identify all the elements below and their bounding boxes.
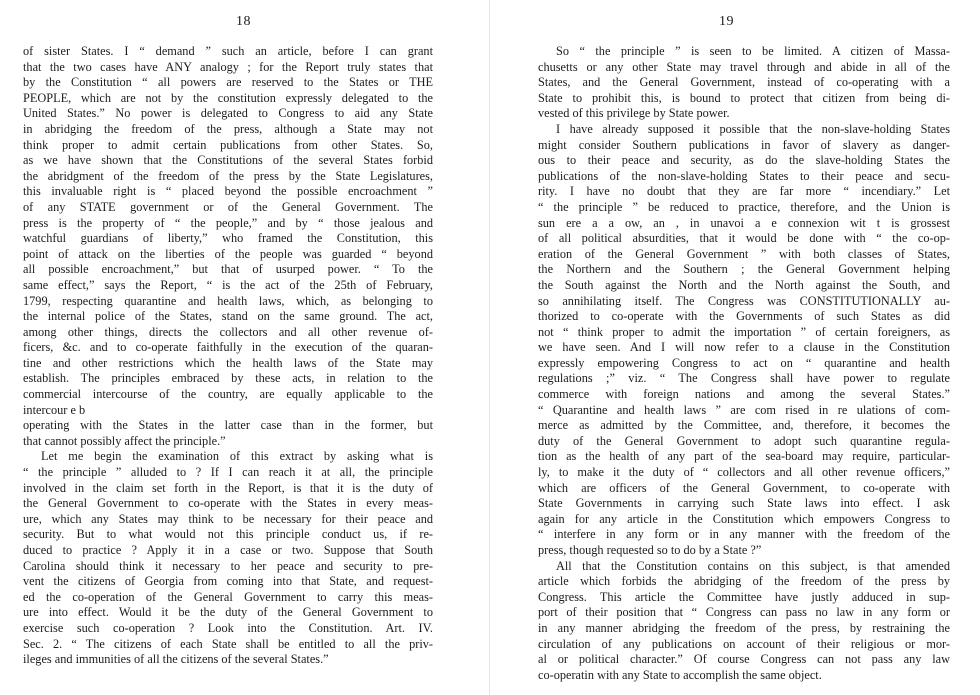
text-line: establish. The principles embraced by these acts, in relation to the <box>23 371 433 386</box>
text-line: the internal police of the States, stand on the same ground. The act, <box>23 309 433 324</box>
text-line: all possible encroachment,” but that of usurped power. “ To the <box>23 262 433 277</box>
text-line: security. But to what would not this principle conduct us, if re- <box>23 527 433 542</box>
text-line: that cannot possibly affect the principle.” <box>23 433 226 448</box>
text-line: United States.” No power is delegated to Congress to aid any State <box>23 106 433 121</box>
text-line: rity. I have no doubt that they are far more “ incendiary.” Let <box>538 184 950 199</box>
text-line: as we have shown that the Constitutions of the several States forbid <box>23 153 433 168</box>
text-line: commerce with foreign nations and among the several States.” <box>538 387 950 402</box>
text-line: al or political character.” Of course Congress can not pass any law <box>538 652 950 667</box>
text-line: which are officers of the General Government, to co-operate with <box>538 480 950 495</box>
text-line: eration of the General Government ” with both classes of States, <box>538 246 950 261</box>
text-line: so annihilating itself. The Congress was CONSTITUTIONALLY au- <box>538 293 950 308</box>
text-line: the South against the North and the North against the South, and <box>538 277 950 292</box>
text-line: State to prohibit this, is bound to protect that citizen from being di- <box>538 90 950 105</box>
text-line: thorized to co-operate with the Governments of such States as did <box>538 309 950 324</box>
text-line: Congress. This article the Committee have justly adduced in sup- <box>538 589 950 604</box>
text-line: regulations ;” viz. “ The Congress shall have power to regulate <box>538 371 950 386</box>
text-line: I have already supposed it possible that the non-slave-holding States <box>556 121 950 136</box>
text-line: Carolina should think it necessary to her peace and security to pre- <box>23 558 433 573</box>
text-line: circulation of any publications on account of their religious or mor- <box>538 636 950 651</box>
text-line: commercial intercourse of the country, are equally applicable to the <box>23 387 433 402</box>
text-line: ly, to make it the duty of “ collectors and all other revenue officers,” <box>538 465 950 480</box>
text-line: press, though requested so to do by a State ?” <box>538 543 762 557</box>
page-number: 19 <box>719 14 734 29</box>
text-line: duty of the General Government to adopt such quarantine regula- <box>538 433 950 448</box>
text-line: vested of this privilege by State power. <box>538 106 730 121</box>
text-line: intercour e b <box>23 402 86 417</box>
text-line: States, and the General Government, instead of co-operating with a <box>538 75 950 90</box>
text-line: article which forbids the abridging of the freedom of the press by <box>538 574 950 589</box>
text-line: in any manner abridging the freedom of the press, by restraining the <box>538 620 950 635</box>
page-text <box>538 44 950 683</box>
text-line: same effect,” says the Report, “ is the act of the 25th of February, <box>23 277 433 292</box>
text-line: that the two cases have ANY analogy ; for the Report truly states that <box>23 59 433 74</box>
text-line: by the Constitution “ all powers are reserved to the States or THE <box>23 75 433 90</box>
text-line: watchful guardians of liberty,” who framed the Constitution, this <box>23 231 433 246</box>
text-line: of sister States. I “ demand ” such an article, before I can grant <box>23 44 433 58</box>
text-line: not “ think proper to admit the importation ” of certain foreigners, as <box>538 324 950 339</box>
text-line: vent the citizens of Georgia from coming into that State, and request- <box>23 574 433 589</box>
text-line: ous to their peace and security, as do the slave-holding States the <box>538 153 950 168</box>
text-line: “ Quarantine and health laws ” are com rised in re ulations of com- <box>538 402 950 417</box>
text-line: think proper to admit certain publications from other States. So, <box>23 137 433 152</box>
text-line: So “ the principle ” is seen to be limited. A citizen of Massa- <box>556 44 950 58</box>
text-line: tion as the health of any part of the sea-board may require, particular- <box>538 449 950 464</box>
text-line: the Northern and the Southern ; the General Government helping <box>538 262 950 277</box>
text-line: co-operatin with any State to accomplish the same object. <box>538 667 822 682</box>
text-line: might consider Southern publications in favor of slavery as danger- <box>538 137 950 152</box>
text-line: merce as admitted by the Committee, and, therefore, it becomes the <box>538 418 950 433</box>
text-line: in abridging the freedom of the press, although a State may not <box>23 121 433 136</box>
text-line: ure into effect. Would it be the duty of the General Government to <box>23 605 433 620</box>
text-line: publications of the non-slave-holding States to their peace and secu- <box>538 168 950 183</box>
text-line: PEOPLE, which are not by the constitution expressly delegated to the <box>23 90 433 105</box>
text-line: operating with the States in the latter case than in the former, but <box>23 418 433 433</box>
text-line: All that the Constitution contains on this subject, is that amended <box>556 558 950 573</box>
text-line: of all political absurdities, that it would be done with “ the co-op- <box>538 231 950 246</box>
text-line: we have seen. And I will now refer to a clause in the Constitution <box>538 340 950 355</box>
text-line: 1799, respecting quarantine and health laws, which, as belonging to <box>23 293 433 308</box>
text-line: chusetts or any other State may travel through and abide in all of the <box>538 59 950 74</box>
text-line: of any STATE government or of the General Government. The <box>23 199 433 214</box>
text-line: ed the co-operation of the General Government to carry this meas- <box>23 589 433 604</box>
text-line: ure, which any States may think to be necessary for their peace and <box>23 511 433 526</box>
text-line: “ interfere in any form or in any manner with the freedom of the <box>538 527 950 542</box>
text-line: expressly empowering Congress to act on “ quarantine and health <box>538 355 950 370</box>
text-line: port of their position that “ Congress can pass no law in any form or <box>538 605 950 620</box>
text-line: sun ere a a ow, an , in unavoi a e connexion wit t is grossest <box>538 215 950 230</box>
text-line: Let me begin the examination of this extract by asking what is <box>41 449 433 464</box>
page-number: 18 <box>236 14 251 29</box>
text-line: ileges and immunities of all the citizens of the several States.” <box>23 652 329 667</box>
text-line: “ the principle ” be reduced to practice, therefore, and the Union is <box>538 199 950 214</box>
text-line: State Governments in carrying such State laws into effect. I ask <box>538 496 950 511</box>
text-line: point of attack on the liberties of the people was guarded “ beyond <box>23 246 433 261</box>
text-line: involved in the claim set forth in the Report, is that it is the duty of <box>23 480 433 495</box>
text-line: among other things, directs the collectors and all other revenue of- <box>23 324 433 339</box>
text-line: tine and other restrictions which the health laws of the State may <box>23 355 433 370</box>
text-line: ficers, &c. and to co-operate faithfully in the execution of the quaran- <box>23 340 433 355</box>
page-text <box>23 44 433 668</box>
right-page <box>490 0 980 695</box>
text-line: again for any article in the Constitution which empowers Congress to <box>538 511 950 526</box>
text-line: press is the property of “ the people,” and by “ those jealous and <box>23 215 433 230</box>
text-line: duced to practice ? Apply it in a case or two. Suppose that South <box>23 543 433 557</box>
text-line: exercise such co-operation ? Look into the Constitution. Art. IV. <box>23 620 433 635</box>
text-line: “ the principle ” alluded to ? If I can reach it at all, the principle <box>23 465 433 480</box>
text-line: this invaluable right is “ placed beyond the possible encroachment ” <box>23 184 433 199</box>
text-line: the General Government to co-operate with the States in every meas- <box>23 496 433 511</box>
text-line: the abridgment of the freedom of the press by the State Legislatures, <box>23 168 433 183</box>
text-line: Sec. 2. “ The citizens of each State shall be entitled to all the priv- <box>23 636 433 651</box>
